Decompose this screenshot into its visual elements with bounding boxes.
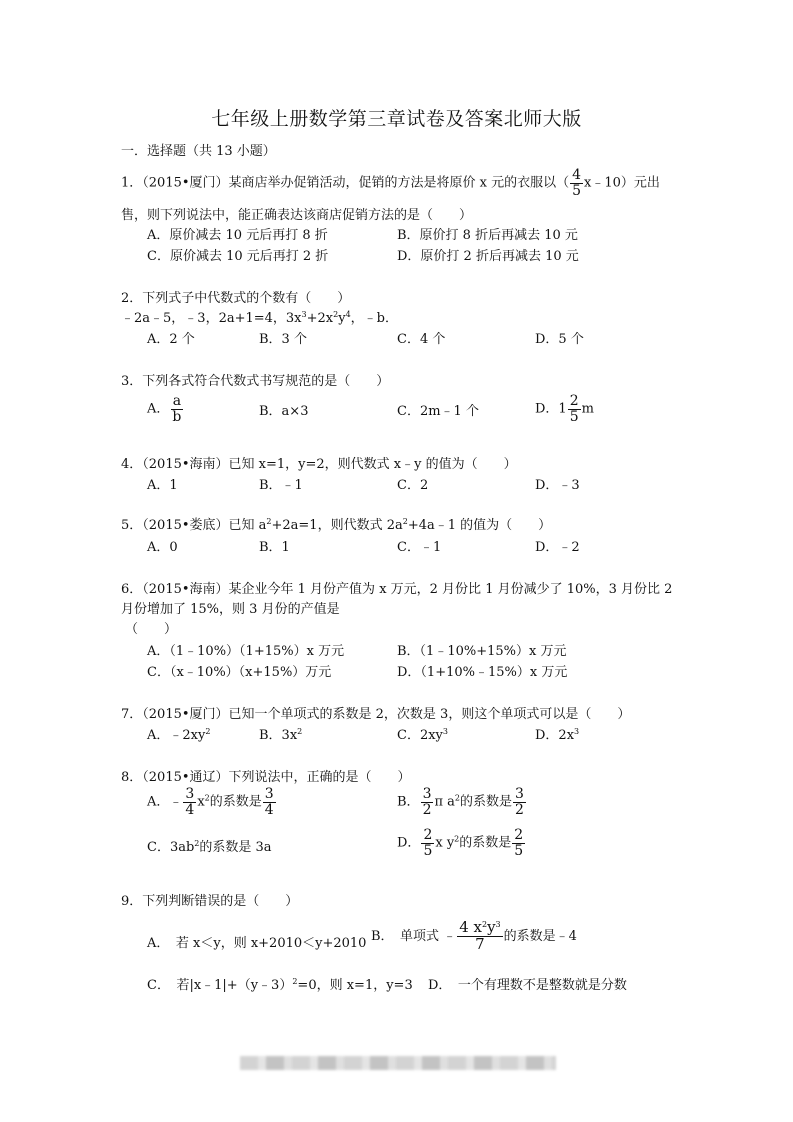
- q9-b-num-a: 4 x: [459, 918, 482, 936]
- q3-option-c[interactable]: C．2m﹣1 个: [397, 404, 479, 419]
- q9-c-text: C． 若|x﹣1|+（y﹣3）: [147, 978, 293, 993]
- q2-expr-part: +2x: [306, 311, 334, 326]
- q6-option-d[interactable]: D．（1+10%﹣15%）x 万元: [397, 665, 568, 680]
- q3-d-fraction: [568, 394, 581, 424]
- q2-option-b[interactable]: B．3 个: [259, 332, 307, 347]
- q8-b-var: π a: [434, 794, 455, 810]
- q8-b-den: 2: [422, 801, 432, 818]
- q2-expr-part: y: [338, 311, 346, 326]
- q2-expr-part: ﹣2a﹣5，﹣3，2a+1=4，3x: [121, 311, 302, 326]
- q8-a-text: 的系数是: [209, 794, 262, 810]
- q5-exp: 2: [402, 517, 408, 526]
- q8-option-b[interactable]: [397, 787, 527, 817]
- q1-fraction: [570, 168, 583, 198]
- q1-stem-text: 1．（2015•厦门）某商店举办促销活动，促销的方法是将原价 x 元的衣服以（: [121, 175, 570, 191]
- q8-a-num2: 3: [264, 786, 274, 802]
- q6-option-b[interactable]: B．（1﹣10%+15%）x 万元: [397, 644, 567, 659]
- q8-a-den2: 4: [264, 801, 274, 818]
- q2-expressions: [121, 307, 398, 326]
- q4-option-b[interactable]: B．﹣1: [259, 478, 303, 493]
- q2-exp: 4: [345, 310, 351, 319]
- q7-option-b[interactable]: [259, 724, 302, 743]
- q9-b-num-exp2: 3: [495, 920, 501, 929]
- q3-d-num: 2: [569, 393, 579, 409]
- question-1-stem-line2: 售，则下列说法中，能正确表达该商店促销方法的是（ ）: [121, 208, 473, 223]
- question-8-stem: 8．（2015•通辽）下列说法中，正确的是（ ）: [121, 770, 411, 785]
- question-2-stem: 2．下列式子中代数式的个数有（ ）: [121, 291, 351, 306]
- q5-option-d[interactable]: D．﹣2: [535, 540, 580, 555]
- q7-d-exp: 3: [574, 727, 580, 736]
- q8-a-den: 4: [185, 801, 195, 818]
- q7-option-c[interactable]: [397, 724, 448, 743]
- q7-b-exp: 2: [297, 727, 303, 736]
- q8-d-frac1: [421, 828, 434, 858]
- q3-d-label: D．1: [535, 401, 567, 417]
- q7-c-text: C．2xy: [397, 728, 443, 743]
- q7-d-text: D．2x: [535, 728, 575, 743]
- q7-a-exp: 2: [205, 727, 211, 736]
- q4-option-d[interactable]: D．﹣3: [535, 478, 580, 493]
- q1-frac-num: 4: [572, 167, 582, 183]
- q8-b-num: 3: [422, 786, 432, 802]
- question-6-stem-line2: 月份增加了 15%，则 3 月份的产值是: [121, 602, 340, 617]
- q5-stem-part: 5．（2015•娄底）已知 a: [121, 518, 267, 533]
- q8-d-num2: 2: [514, 827, 524, 843]
- q9-option-c[interactable]: [147, 974, 413, 993]
- q9-b-fraction: [457, 920, 502, 953]
- q2-option-d[interactable]: D．5 个: [535, 332, 584, 347]
- q8-a-label: A．﹣: [147, 794, 183, 810]
- q8-a-frac2: [263, 787, 276, 817]
- q7-a-text: A．﹣2xy: [147, 728, 206, 743]
- question-9-stem: 9．下列判断错误的是（ ）: [121, 894, 299, 909]
- q7-b-text: B．3x: [259, 728, 298, 743]
- q8-b-label: B．: [397, 794, 420, 810]
- q4-option-c[interactable]: C．2: [397, 478, 429, 493]
- q8-b-frac2: [513, 787, 526, 817]
- q9-b-text: 的系数是﹣4: [503, 928, 577, 944]
- question-4-stem: 4．（2015•海南）已知 x=1，y=2，则代数式 x﹣y 的值为（ ）: [121, 457, 517, 472]
- question-6-stem: 6．（2015•海南）某企业今年 1 月份产值为 x 万元，2 月份比 1 月份减少了 10%，3 月份比 2: [121, 582, 673, 597]
- q8-a-num: 3: [185, 786, 195, 802]
- q9-c-tail: =0，则 x=1，y=3: [297, 978, 413, 993]
- question-3-stem: 3．下列各式符合代数式书写规范的是（ ）: [121, 374, 390, 389]
- q1-option-a[interactable]: A．原价减去 10 元后再打 8 折: [147, 228, 328, 243]
- q3-option-d[interactable]: [535, 394, 594, 424]
- q8-option-c[interactable]: [147, 836, 272, 855]
- q7-option-d[interactable]: [535, 724, 579, 743]
- q9-option-a[interactable]: A． 若 x＜y，则 x+2010＜y+2010: [147, 936, 367, 951]
- q8-b-den2: 2: [515, 801, 524, 818]
- q6-option-a[interactable]: A．（1﹣10%）（1+15%）x 万元: [147, 644, 345, 659]
- question-6-stem-line3: （ ）: [125, 622, 178, 637]
- q1-option-d[interactable]: D．原价打 2 折后再减去 10 元: [397, 249, 579, 264]
- q8-d-label: D．: [397, 835, 421, 851]
- q1-option-c[interactable]: C．原价减去 10 元后再打 2 折: [147, 249, 329, 264]
- q8-a-var: x: [197, 794, 205, 810]
- q2-expr-part: ，﹣b．: [350, 311, 398, 326]
- q5-option-c[interactable]: C．﹣1: [397, 540, 442, 555]
- q8-b-exp: 2: [454, 793, 461, 803]
- q8-a-frac1: [183, 787, 196, 817]
- q5-stem-part: +4a﹣1 的值为（ ）: [407, 518, 552, 533]
- page-title: 七年级上册数学第三章试卷及答案北师大版: [211, 108, 582, 130]
- q8-b-text: 的系数是: [460, 794, 513, 810]
- q2-option-c[interactable]: C．4 个: [397, 332, 446, 347]
- q3-a-label: A．: [147, 401, 170, 417]
- q1-option-b[interactable]: B．原价打 8 折后再减去 10 元: [397, 228, 578, 243]
- question-7-stem: 7．（2015•厦门）已知一个单项式的系数是 2，次数是 3，则这个单项式可以是（ ）: [121, 707, 631, 722]
- q8-d-frac2: [512, 828, 525, 858]
- q8-b-frac1: [421, 787, 434, 817]
- q9-b-num-b: y: [487, 918, 496, 936]
- q9-b-label: B． 单项式 ﹣: [371, 928, 457, 944]
- q3-a-num: a: [172, 393, 182, 409]
- q8-a-exp: 2: [204, 793, 210, 803]
- q3-option-a[interactable]: [147, 394, 184, 424]
- blurred-footer-watermark: [240, 1056, 556, 1070]
- q8-c-tail: 的系数是 3a: [199, 840, 272, 855]
- q5-stem-part: +2a=1，则代数式 2a: [271, 518, 403, 533]
- q8-option-a[interactable]: [147, 787, 277, 817]
- q5-option-b[interactable]: B．1: [259, 540, 290, 555]
- q8-d-var: x y: [435, 835, 455, 851]
- q1-frac-den: 5: [572, 182, 582, 199]
- q8-d-exp: 2: [454, 834, 460, 844]
- q3-option-b[interactable]: B．a×3: [259, 404, 309, 419]
- q9-option-b[interactable]: [371, 920, 577, 953]
- q9-option-d[interactable]: D． 一个有理数不是整数就是分数: [428, 978, 627, 993]
- q8-c-text: C．3ab: [147, 840, 195, 855]
- q3-a-den: b: [172, 408, 182, 425]
- q6-option-c[interactable]: C．（x﹣10%）（x+15%）万元: [147, 665, 332, 680]
- q8-d-den: 5: [423, 842, 433, 859]
- q8-option-d[interactable]: [397, 828, 526, 858]
- q7-c-exp: 3: [442, 727, 448, 736]
- q8-d-num: 2: [423, 827, 433, 843]
- q9-c-exp: 2: [292, 977, 298, 986]
- q8-b-num2: 3: [515, 786, 524, 802]
- q7-option-a[interactable]: [147, 724, 210, 743]
- q9-b-num-exp1: 2: [481, 920, 488, 929]
- q3-d-den: 5: [569, 408, 579, 425]
- q3-d-tail: m: [581, 401, 594, 417]
- question-1-stem: [121, 168, 660, 198]
- question-5-stem: [121, 514, 551, 533]
- q3-a-fraction: [170, 394, 183, 424]
- section-title: 一．选择题（共 13 小题）: [121, 144, 276, 159]
- q8-c-exp: 2: [194, 839, 200, 848]
- q9-b-den: 7: [475, 934, 485, 953]
- q2-option-a[interactable]: A．2 个: [147, 332, 195, 347]
- q2-exp: 2: [333, 310, 339, 319]
- q4-option-a[interactable]: A．1: [147, 478, 178, 493]
- q8-d-den2: 5: [514, 842, 524, 859]
- q2-exp: 3: [301, 310, 307, 319]
- q1-stem-tail: x﹣10）元出: [584, 175, 660, 191]
- q5-option-a[interactable]: A．0: [147, 540, 178, 555]
- q5-exp: 2: [266, 517, 272, 526]
- q8-d-text: 的系数是: [459, 835, 512, 851]
